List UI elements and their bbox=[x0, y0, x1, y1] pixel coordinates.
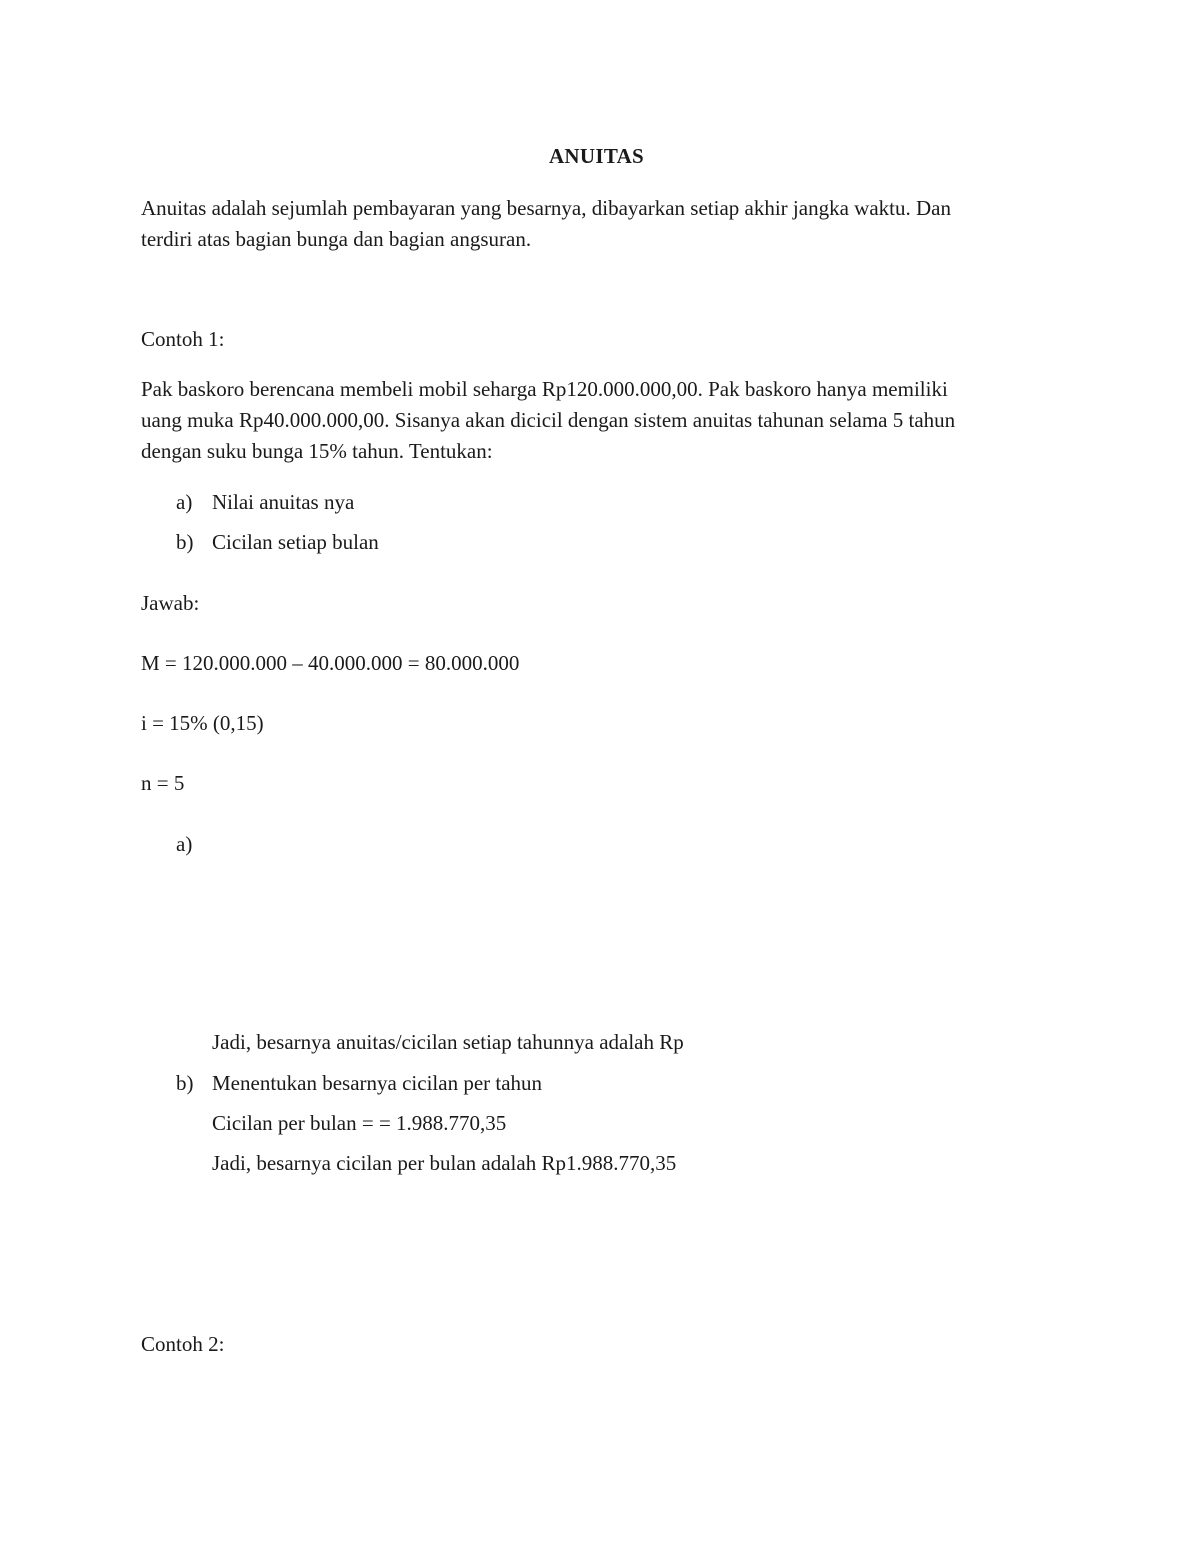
part-b-heading: Menentukan besarnya cicilan per tahun bbox=[212, 1071, 543, 1095]
given-principal: M = 120.000.000 – 40.000.000 = 80.000.000 bbox=[141, 651, 520, 675]
given-interest-rate: i = 15% (0,15) bbox=[141, 711, 264, 735]
intro-paragraph-line-2: terdiri atas bagian bunga dan bagian angsuran. bbox=[141, 227, 532, 251]
example-1-problem-line-3: dengan suku bunga 15% tahun. Tentukan: bbox=[141, 439, 493, 463]
answer-heading: Jawab: bbox=[141, 591, 200, 615]
page-title: ANUITAS bbox=[548, 144, 645, 168]
example-1-problem-line-2: uang muka Rp40.000.000,00. Sisanya akan dicicil dengan sistem anuitas tahunan selama 5 tahun bbox=[141, 408, 956, 432]
question-a-text: Nilai anuitas nya bbox=[212, 490, 355, 514]
example-1-problem-line-1: Pak baskoro berencana membeli mobil seharga Rp120.000.000,00. Pak baskoro hanya memiliki bbox=[141, 377, 948, 401]
example-1-heading: Contoh 1: bbox=[141, 327, 225, 351]
part-b-conclusion: Jadi, besarnya cicilan per bulan adalah Rp1.988.770,35 bbox=[212, 1151, 677, 1175]
intro-paragraph-line-1: Anuitas adalah sejumlah pembayaran yang besarnya, dibayarkan setiap akhir jangka waktu. Dan bbox=[141, 196, 951, 220]
part-b-formula: Cicilan per bulan = = 1.988.770,35 bbox=[212, 1111, 507, 1135]
question-b-label: b) bbox=[176, 530, 194, 554]
given-periods: n = 5 bbox=[141, 771, 185, 795]
part-b-label: b) bbox=[176, 1071, 194, 1095]
example-2-heading: Contoh 2: bbox=[141, 1332, 225, 1356]
part-a-label: a) bbox=[176, 832, 193, 856]
question-a-label: a) bbox=[176, 490, 193, 514]
question-b-text: Cicilan setiap bulan bbox=[212, 530, 379, 554]
part-a-conclusion: Jadi, besarnya anuitas/cicilan setiap tahunnya adalah Rp bbox=[212, 1030, 684, 1054]
